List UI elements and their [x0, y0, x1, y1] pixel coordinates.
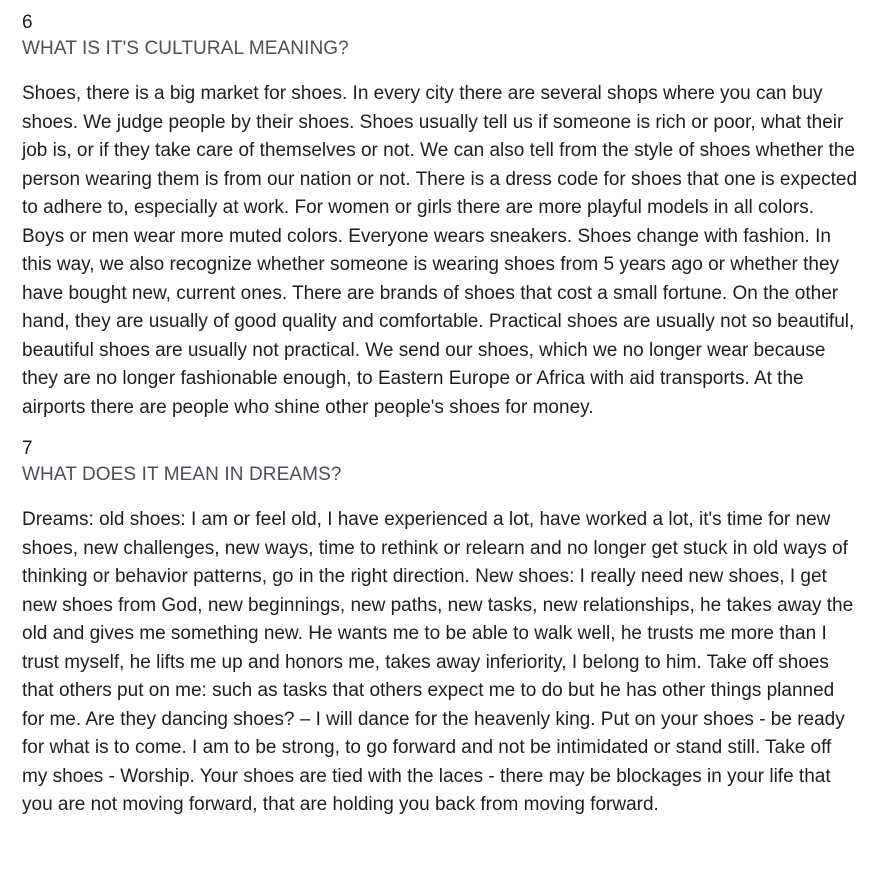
section-body-text: Shoes, there is a big market for shoes. In every city there are several shops where you can buy shoes. We judge people by their shoes. Shoes usually tell us if someone is rich or poor, what their job is, or if they take care of themselves or not. We can also tell from the style of shoes whether the person wearing them is from our nation or not. There is a dress code for shoes that one is expected to adhere to, especially at work. For women or girls there are more playful models in all colors. Boys or men wear more muted colors. Everyone wears sneakers. Shoes change with fashion. In this way, we also recognize whether someone is wearing shoes from 5 years ago or whether they have bought new, current ones. There are brands of shoes that cost a small fortune. On the other hand, they are usually of good quality and comfortable. Practical shoes are usually not so beautiful, beautiful shoes are usually not practical. We send our shoes, which we no longer wear because they are no longer fashionable enough, to Eastern Europe or Africa with aid transports. At the airports there are people who shine other people's shoes for money.: [22, 83, 858, 418]
section-body-text: Dreams: old shoes: I am or feel old, I have experienced a lot, have worked a lot, it's time for new shoes, new challenges, new ways, time to rethink or relearn and no longer get stuck in old ways of thinking or behavior patterns, go in the right direction. New shoes: I really need new shoes, I get new shoes from God, new beginnings, new paths, new tasks, new relationships, he takes away the old and gives me something new. He wants me to be able to walk well, he trusts me more than I trust myself, he lifts me up and honors me, takes away inferiority, I belong to him. Take off shoes that others put on me: such as tasks that others expect me to do but he has other things planned for me. Are they dancing shoes? – I will dance for the heavenly king. Put on your shoes - be ready for what is to come. I am to be strong, to go forward and not be intimidated or stand still. Take off my shoes - Worship. Your shoes are tied with the laces - there may be blockages in your life that you are not moving forward, that are holding you back from moving forward.: [22, 509, 854, 815]
section-heading: WHAT IS IT'S CULTURAL MEANING?: [22, 38, 349, 59]
section-dream-meaning: [22, 436, 860, 820]
section-cultural-meaning: [22, 10, 860, 422]
section-number: 6: [22, 12, 33, 33]
section-heading: WHAT DOES IT MEAN IN DREAMS?: [22, 464, 342, 485]
section-number: 7: [22, 438, 33, 459]
